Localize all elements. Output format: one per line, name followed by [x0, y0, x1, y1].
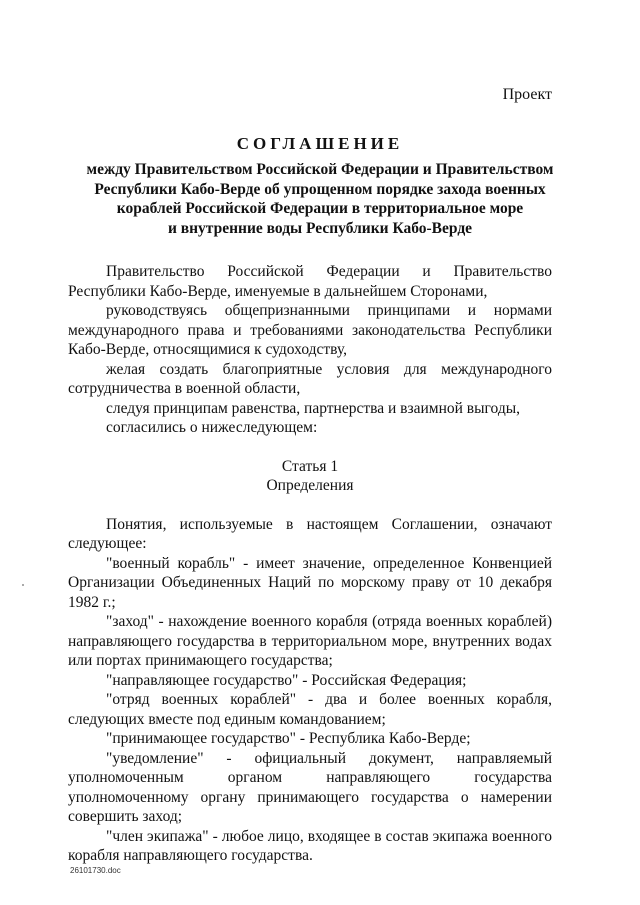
- preamble-paragraph: Правительство Российской Федерации и Правительство Республики Кабо-Верде, именуемые в дальнейшем Сторонами,: [68, 263, 552, 300]
- subtitle-line: кораблей Российской Федерации в территориальное море: [116, 200, 524, 217]
- definition-paragraph: "военный корабль" - имеет значение, определенное Конвенцией Организации Объединенных Наций по морскому праву от 10 декабря 1982 г.;: [68, 554, 552, 611]
- subtitle-line: между Правительством Российской Федерации и Правительством: [86, 161, 554, 178]
- preamble-paragraph: следуя принципам равенства, партнерства и взаимной выгоды,: [106, 399, 520, 417]
- definition-paragraph: "принимающее государство" - Республика Кабо-Верде;: [106, 730, 471, 747]
- definition-paragraph: "направляющее государство" - Российская Федерация;: [106, 671, 467, 689]
- definition-paragraph: "заход" - нахождение военного корабля (отряда военных кораблей) направляющего государства в территориальном море, внутренних водах или портах принимающего государства;: [68, 613, 552, 669]
- preamble-paragraph: желая создать благоприятные условия для международного сотрудничества в военной области,: [68, 360, 552, 397]
- definition-paragraph: "уведомление" - официальный документ, направляемый уполномоченным органом направляющего государства уполномоченному органу принимающего государства о намерении совершить заход;: [68, 749, 552, 825]
- draft-stamp: Проект: [502, 86, 552, 103]
- article-number: Статья 1: [281, 457, 339, 475]
- definition-paragraph: "член экипажа" - любое лицо, входящее в состав экипажа военного корабля направляющего государства.: [68, 827, 552, 864]
- subtitle-line: Республики Кабо-Верде об упрощенном порядке захода военных: [94, 180, 546, 198]
- preamble-paragraph: согласились о нижеследующем:: [106, 419, 318, 436]
- definition-paragraph: Понятия, используемые в настоящем Соглашении, означают следующее:: [68, 515, 552, 552]
- article-title: Определения: [266, 477, 354, 494]
- document-subtitle: [60, 160, 580, 238]
- document-body: [68, 262, 552, 866]
- subtitle-line: и внутренние воды Республики Кабо-Верде: [167, 219, 473, 237]
- article-heading: [68, 457, 552, 496]
- definition-paragraph: "отряд военных кораблей" - два и более военных корабля, следующих вместе под единым командованием;: [68, 691, 552, 728]
- preamble-paragraph: руководствуясь общепризнанными принципами и нормами международного права и требованиями законодательства Республики Кабо-Верде, относящимися к судоходству,: [68, 302, 552, 358]
- scan-mark: [22, 584, 24, 586]
- document-title: СОГЛАШЕНИЕ: [236, 134, 404, 153]
- file-name-footer: 26101730.doc: [70, 866, 121, 875]
